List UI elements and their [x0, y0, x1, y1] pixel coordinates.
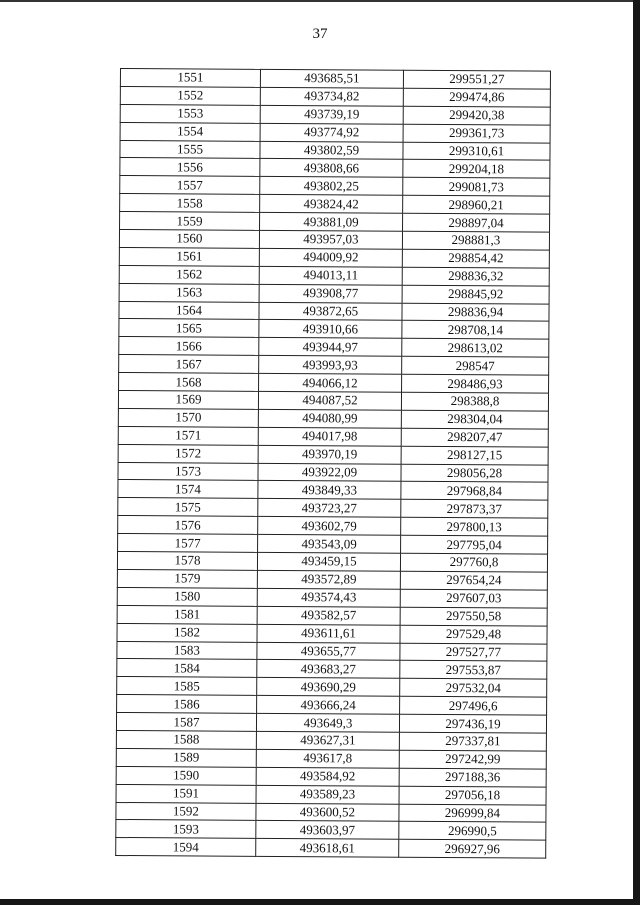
point-number-cell: 1558: [120, 194, 260, 213]
point-number-cell: 1578: [117, 552, 257, 571]
point-number-cell: 1556: [120, 158, 260, 177]
point-number-cell: 1589: [116, 748, 256, 767]
x-coordinate-cell: 493600,52: [256, 803, 399, 822]
point-number-cell: 1569: [118, 391, 258, 410]
x-coordinate-cell: 493649,3: [256, 713, 399, 732]
y-coordinate-cell: 298845,92: [402, 285, 549, 304]
y-coordinate-cell: 298897,04: [403, 213, 550, 232]
coordinates-table: [115, 68, 551, 859]
y-coordinate-cell: 297532,04: [400, 679, 547, 698]
point-number-cell: 1560: [119, 230, 259, 249]
y-coordinate-cell: 299204,18: [403, 160, 550, 179]
x-coordinate-cell: 493543,09: [258, 535, 401, 554]
y-coordinate-cell: 297553,87: [400, 661, 547, 680]
point-number-cell: 1590: [116, 766, 256, 785]
y-coordinate-cell: 296990,5: [399, 822, 546, 841]
x-coordinate-cell: 494009,92: [259, 248, 402, 267]
y-coordinate-cell: 298304,04: [401, 410, 548, 429]
page-number: 37: [312, 26, 328, 42]
y-coordinate-cell: 298960,21: [403, 195, 550, 214]
point-number-cell: 1576: [118, 516, 258, 535]
x-coordinate-cell: 493602,79: [258, 517, 401, 536]
point-number-cell: 1555: [120, 140, 260, 159]
y-coordinate-cell: 297188,36: [399, 768, 546, 787]
y-coordinate-cell: 298836,94: [402, 303, 549, 322]
point-number-cell: 1568: [119, 373, 259, 392]
point-number-cell: 1562: [119, 265, 259, 284]
x-coordinate-cell: 493582,57: [257, 606, 400, 625]
x-coordinate-cell: 493739,19: [260, 105, 403, 124]
x-coordinate-cell: 494080,99: [258, 409, 401, 428]
y-coordinate-cell: 297550,58: [400, 607, 547, 626]
point-number-cell: 1572: [118, 444, 258, 463]
y-coordinate-cell: 298207,47: [401, 428, 548, 447]
x-coordinate-cell: 493802,25: [260, 177, 403, 196]
x-coordinate-cell: 493908,77: [259, 284, 402, 303]
y-coordinate-cell: 298881,3: [402, 231, 549, 250]
y-coordinate-cell: 297968,84: [401, 482, 548, 501]
scan-edge-right: [633, 0, 640, 905]
x-coordinate-cell: 493993,93: [259, 356, 402, 375]
y-coordinate-cell: 299551,27: [403, 70, 550, 89]
x-coordinate-cell: 494087,52: [258, 391, 401, 410]
y-coordinate-cell: 297529,48: [400, 625, 547, 644]
x-coordinate-cell: 493618,61: [256, 839, 399, 858]
point-number-cell: 1586: [117, 695, 257, 714]
y-coordinate-cell: 297436,19: [399, 714, 546, 733]
y-coordinate-cell: 298854,42: [402, 249, 549, 268]
y-coordinate-cell: 297242,99: [399, 750, 546, 769]
x-coordinate-cell: 493910,66: [259, 320, 402, 339]
point-number-cell: 1585: [117, 677, 257, 696]
x-coordinate-cell: 493808,66: [260, 159, 403, 178]
x-coordinate-cell: 493849,33: [258, 481, 401, 500]
y-coordinate-cell: 298127,15: [401, 446, 548, 465]
y-coordinate-cell: 296927,96: [399, 840, 546, 859]
point-number-cell: 1592: [116, 802, 256, 821]
point-number-cell: 1564: [119, 301, 259, 320]
point-number-cell: 1588: [116, 730, 256, 749]
y-coordinate-cell: 297337,81: [399, 732, 546, 751]
y-coordinate-cell: 298056,28: [401, 464, 548, 483]
x-coordinate-cell: 493824,42: [260, 195, 403, 214]
x-coordinate-cell: 493655,77: [257, 642, 400, 661]
y-coordinate-cell: 297527,77: [400, 643, 547, 662]
point-number-cell: 1559: [120, 212, 260, 231]
y-coordinate-cell: 299420,38: [403, 106, 550, 125]
y-coordinate-cell: 297795,04: [401, 535, 548, 554]
x-coordinate-cell: 493970,19: [258, 445, 401, 464]
point-number-cell: 1583: [117, 641, 257, 660]
x-coordinate-cell: 493922,09: [258, 463, 401, 482]
y-coordinate-cell: 297760,8: [400, 553, 547, 572]
x-coordinate-cell: 493690,29: [257, 678, 400, 697]
x-coordinate-cell: 493957,03: [259, 230, 402, 249]
point-number-cell: 1566: [119, 337, 259, 356]
x-coordinate-cell: 493572,89: [257, 570, 400, 589]
y-coordinate-cell: 299361,73: [403, 124, 550, 143]
y-coordinate-cell: 297873,37: [401, 500, 548, 519]
table-row: [116, 838, 546, 859]
x-coordinate-cell: 493627,31: [256, 731, 399, 750]
point-number-cell: 1594: [116, 838, 256, 857]
point-number-cell: 1577: [118, 534, 258, 553]
x-coordinate-cell: 493881,09: [260, 212, 403, 231]
point-number-cell: 1591: [116, 784, 256, 803]
point-number-cell: 1574: [118, 480, 258, 499]
y-coordinate-cell: 298547: [402, 356, 549, 375]
y-coordinate-cell: 297654,24: [400, 571, 547, 590]
y-coordinate-cell: 298708,14: [402, 321, 549, 340]
point-number-cell: 1565: [119, 319, 259, 338]
x-coordinate-cell: 494013,11: [259, 266, 402, 285]
point-number-cell: 1573: [118, 462, 258, 481]
y-coordinate-cell: 299310,61: [403, 142, 550, 161]
point-number-cell: 1581: [117, 605, 257, 624]
point-number-cell: 1582: [117, 623, 257, 642]
point-number-cell: 1575: [118, 498, 258, 517]
y-coordinate-cell: 298613,02: [402, 339, 549, 358]
point-number-cell: 1563: [119, 283, 259, 302]
x-coordinate-cell: 493611,61: [257, 624, 400, 643]
x-coordinate-cell: 493774,92: [260, 123, 403, 142]
x-coordinate-cell: 493723,27: [258, 499, 401, 518]
point-number-cell: 1557: [120, 176, 260, 195]
x-coordinate-cell: 493802,59: [260, 141, 403, 160]
x-coordinate-cell: 494066,12: [259, 373, 402, 392]
y-coordinate-cell: 297800,13: [401, 517, 548, 536]
scan-edge-bottom: [0, 899, 640, 905]
y-coordinate-cell: 297056,18: [399, 786, 546, 805]
y-coordinate-cell: 296999,84: [399, 804, 546, 823]
x-coordinate-cell: 493872,65: [259, 302, 402, 321]
point-number-cell: 1579: [117, 569, 257, 588]
y-coordinate-cell: 297607,03: [400, 589, 547, 608]
y-coordinate-cell: 298486,93: [402, 374, 549, 393]
x-coordinate-cell: 493944,97: [259, 338, 402, 357]
point-number-cell: 1551: [120, 69, 260, 88]
x-coordinate-cell: 493584,92: [256, 767, 399, 786]
coordinates-table-body: [116, 69, 551, 859]
y-coordinate-cell: 297496,6: [400, 696, 547, 715]
y-coordinate-cell: 299081,73: [403, 178, 550, 197]
point-number-cell: 1570: [118, 408, 258, 427]
x-coordinate-cell: 493685,51: [260, 69, 403, 88]
scan-edge-top: [0, 0, 640, 2]
point-number-cell: 1580: [117, 587, 257, 606]
x-coordinate-cell: 493574,43: [257, 588, 400, 607]
y-coordinate-cell: 299474,86: [403, 88, 550, 107]
point-number-cell: 1552: [120, 86, 260, 105]
point-number-cell: 1553: [120, 104, 260, 123]
point-number-cell: 1567: [119, 355, 259, 374]
y-coordinate-cell: 298388,8: [401, 392, 548, 411]
point-number-cell: 1593: [116, 820, 256, 839]
x-coordinate-cell: 493603,97: [256, 821, 399, 840]
y-coordinate-cell: 298836,32: [402, 267, 549, 286]
point-number-cell: 1584: [117, 659, 257, 678]
x-coordinate-cell: 493683,27: [257, 660, 400, 679]
x-coordinate-cell: 493589,23: [256, 785, 399, 804]
x-coordinate-cell: 493666,24: [257, 696, 400, 715]
x-coordinate-cell: 494017,98: [258, 427, 401, 446]
point-number-cell: 1561: [119, 247, 259, 266]
x-coordinate-cell: 493459,15: [257, 552, 400, 571]
point-number-cell: 1554: [120, 122, 260, 141]
point-number-cell: 1571: [118, 426, 258, 445]
point-number-cell: 1587: [116, 713, 256, 732]
x-coordinate-cell: 493734,82: [260, 87, 403, 106]
x-coordinate-cell: 493617,8: [256, 749, 399, 768]
